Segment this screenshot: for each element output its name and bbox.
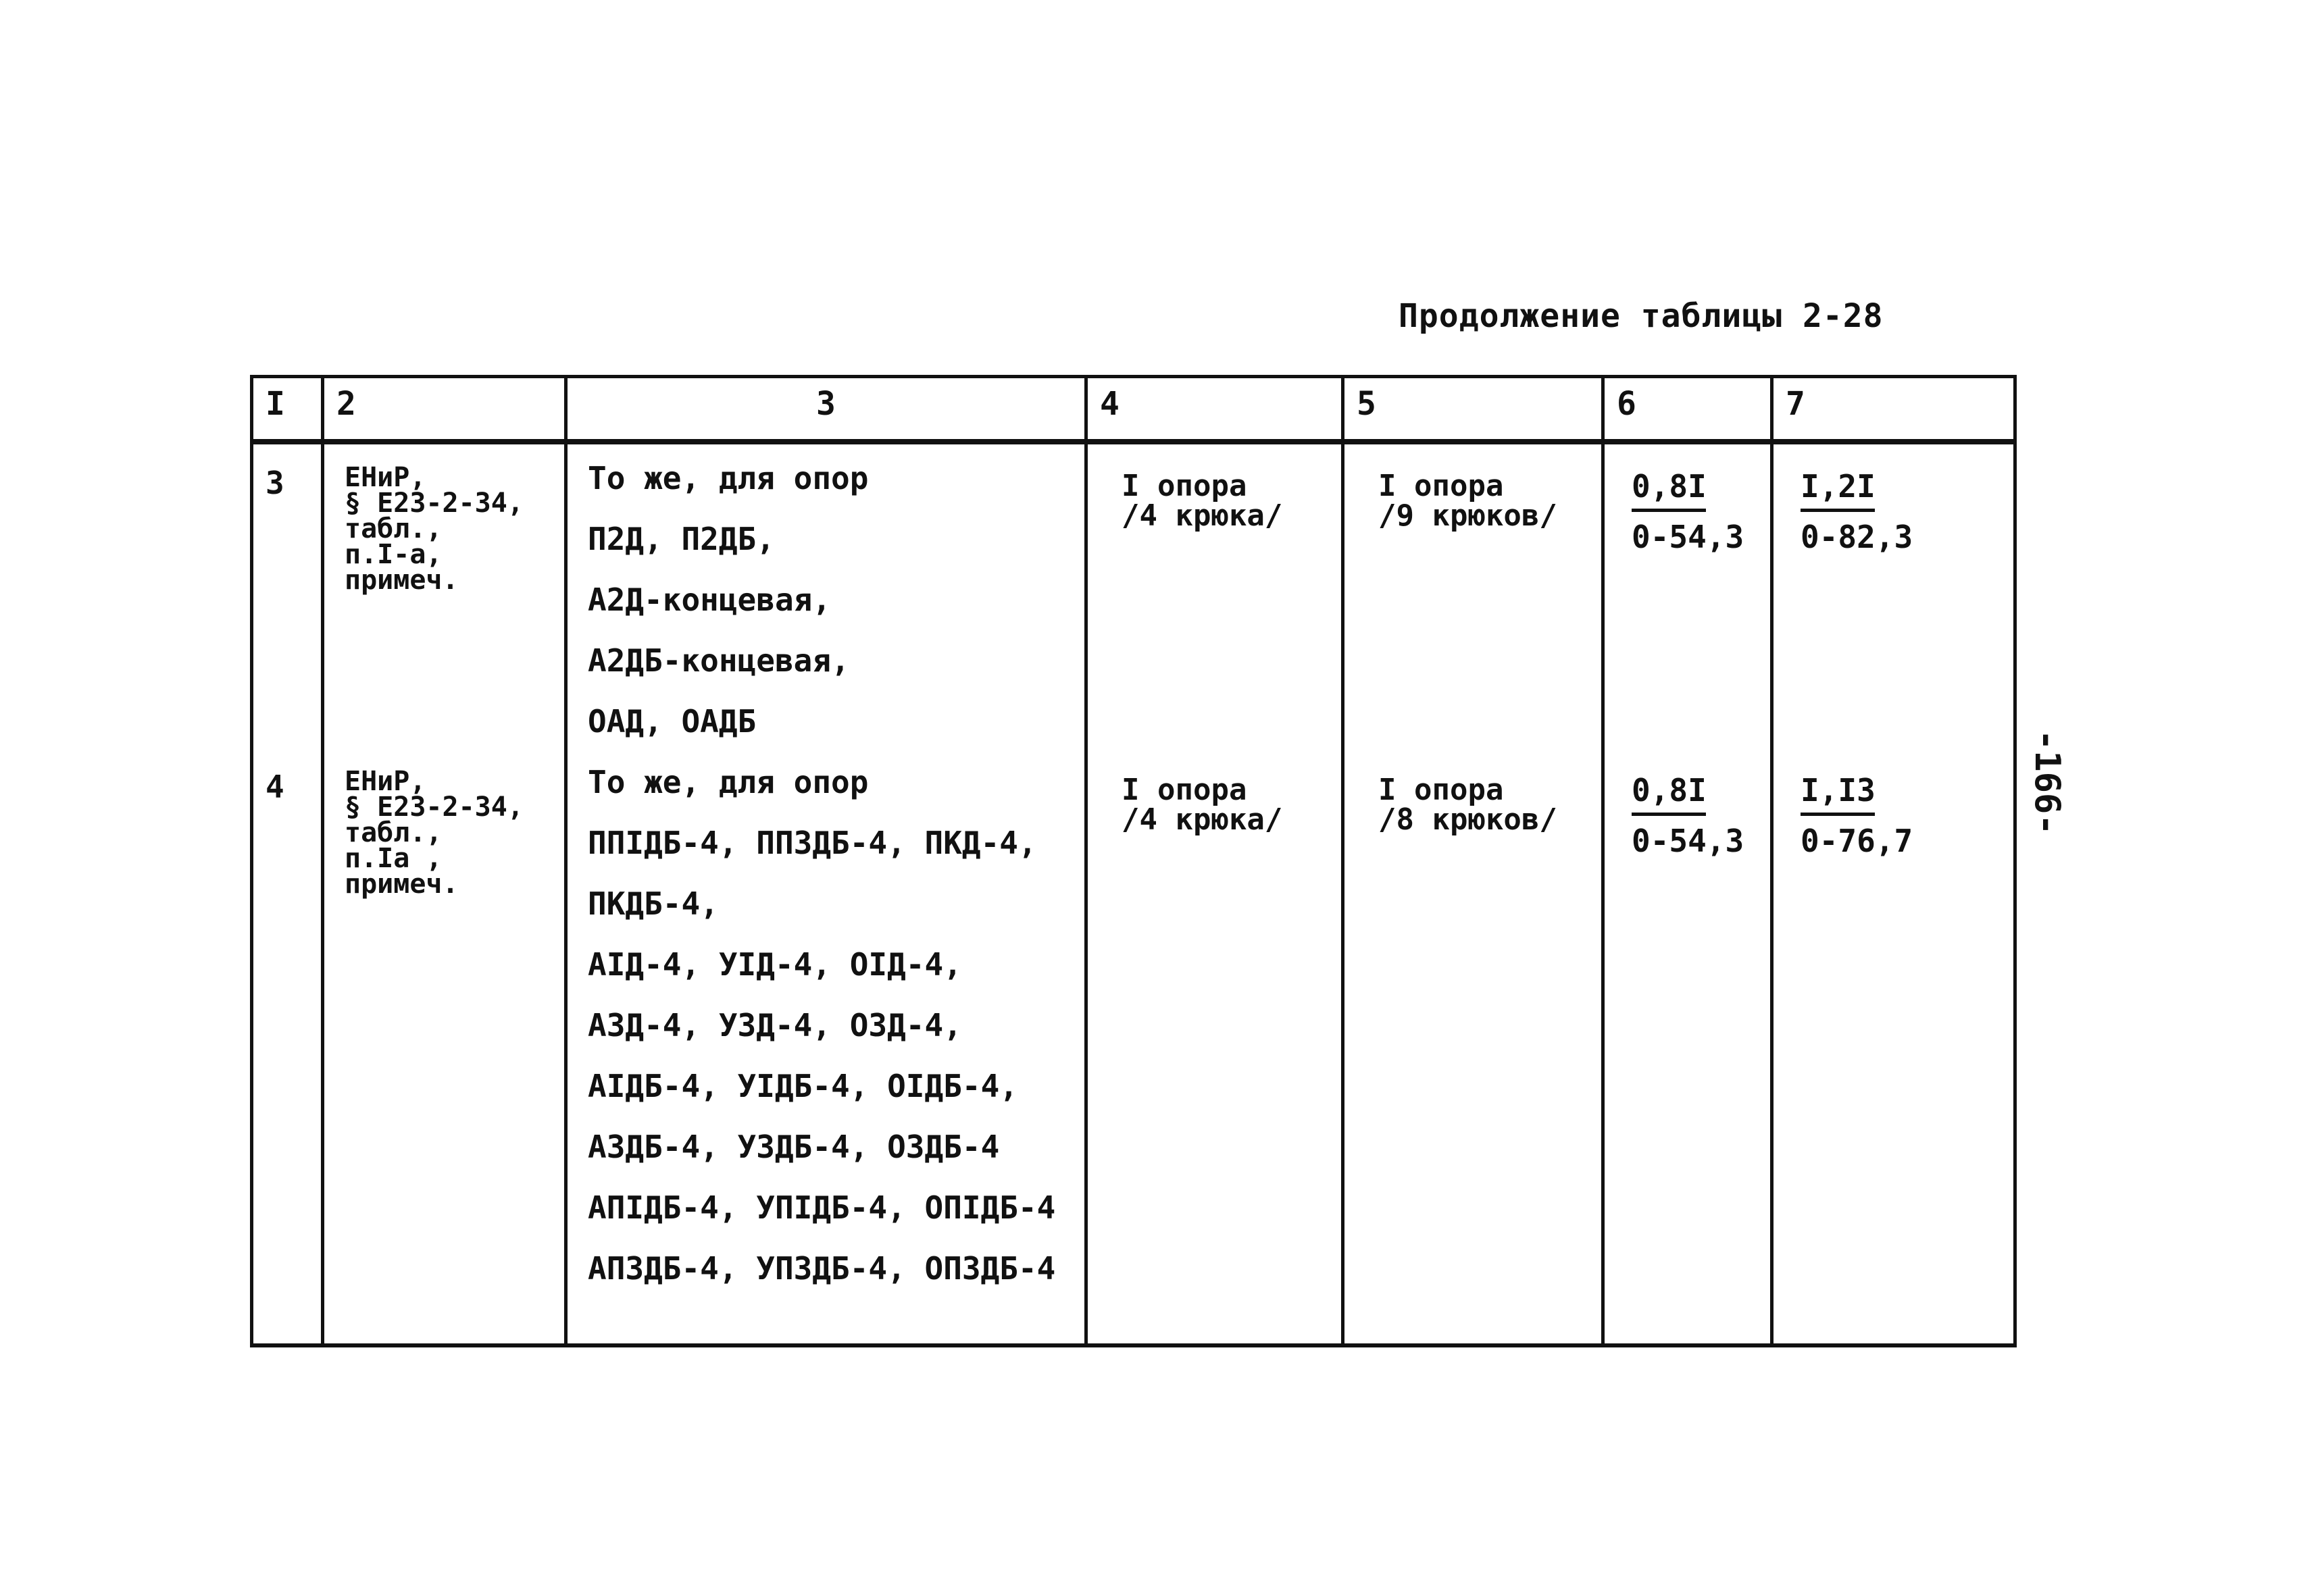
row-3-col5: I опора /9 крюков/ bbox=[1378, 469, 1557, 533]
row-4-col7 bbox=[1774, 772, 2013, 859]
row-3-col4: I опора /4 крюка/ bbox=[1122, 469, 1283, 533]
row-3-basis: ЕНиР, § Е23-2-34, табл., п.I-а, примеч. bbox=[345, 462, 524, 596]
header-col-2: 2 bbox=[323, 377, 566, 442]
col-unit5-cell bbox=[1343, 442, 1603, 1345]
table-caption: Продолжение таблицы 2-28 bbox=[1399, 297, 1884, 335]
header-col-4: 4 bbox=[1086, 377, 1343, 442]
row-3-col7 bbox=[1774, 468, 2013, 555]
row-3-col6 bbox=[1605, 468, 1770, 555]
fraction: $\frac{I,I3}{0-76,7}$ bbox=[1801, 772, 1913, 859]
header-col-7: 7 bbox=[1772, 377, 2015, 442]
col-num-cell bbox=[252, 442, 323, 1345]
row-3-desc: То же, для опор П2Д, П2ДБ, А2Д-концевая, А2ДБ-концевая, ОАД, ОАДБ bbox=[588, 460, 869, 740]
header-col-5: 5 bbox=[1343, 377, 1603, 442]
row-4-col4: I опора /4 крюка/ bbox=[1122, 773, 1283, 837]
row-4-col6 bbox=[1605, 772, 1770, 859]
row-4-desc: То же, для опор ППIДБ-4, ПП3ДБ-4, ПКД-4, ПКДБ-4, АIД-4, УIД-4, ОIД-4, А3Д-4, У3Д-4, О3Д-4, АIДБ-4, УIДБ-4, ОIДБ-4, А3ДБ-4, У3ДБ-4, О3ДБ-4 АПIДБ-4, УПIДБ-4, ОПIДБ-4 АП3ДБ-4, УП3ДБ-4, ОП3ДБ-4 bbox=[588, 764, 1056, 1287]
norms-table bbox=[250, 375, 2017, 1347]
row-4-num: 4 bbox=[266, 769, 284, 805]
header-col-1: I bbox=[252, 377, 323, 442]
row-4-col5: I опора /8 крюков/ bbox=[1378, 773, 1557, 837]
header-row bbox=[252, 377, 2015, 442]
col-unit4-cell bbox=[1086, 442, 1343, 1345]
fraction: $\frac{0,8I}{0-54,3}$ bbox=[1632, 772, 1744, 859]
row-3-num: 3 bbox=[266, 465, 284, 501]
fraction: $\frac{I,2I}{0-82,3}$ bbox=[1801, 468, 1913, 555]
col-7-cell bbox=[1772, 442, 2015, 1345]
col-desc-cell bbox=[566, 442, 1086, 1345]
header-col-6: 6 bbox=[1603, 377, 1772, 442]
col-6-cell bbox=[1603, 442, 1772, 1345]
table-body-row bbox=[252, 442, 2015, 1345]
col-basis-cell bbox=[323, 442, 566, 1345]
page-number: -166- bbox=[2027, 729, 2067, 835]
header-col-3: 3 bbox=[566, 377, 1086, 442]
fraction: $\frac{0,8I}{0-54,3}$ bbox=[1632, 468, 1744, 555]
row-4-basis: ЕНиР, § Е23-2-34, табл., п.Iа , примеч. bbox=[345, 766, 524, 900]
